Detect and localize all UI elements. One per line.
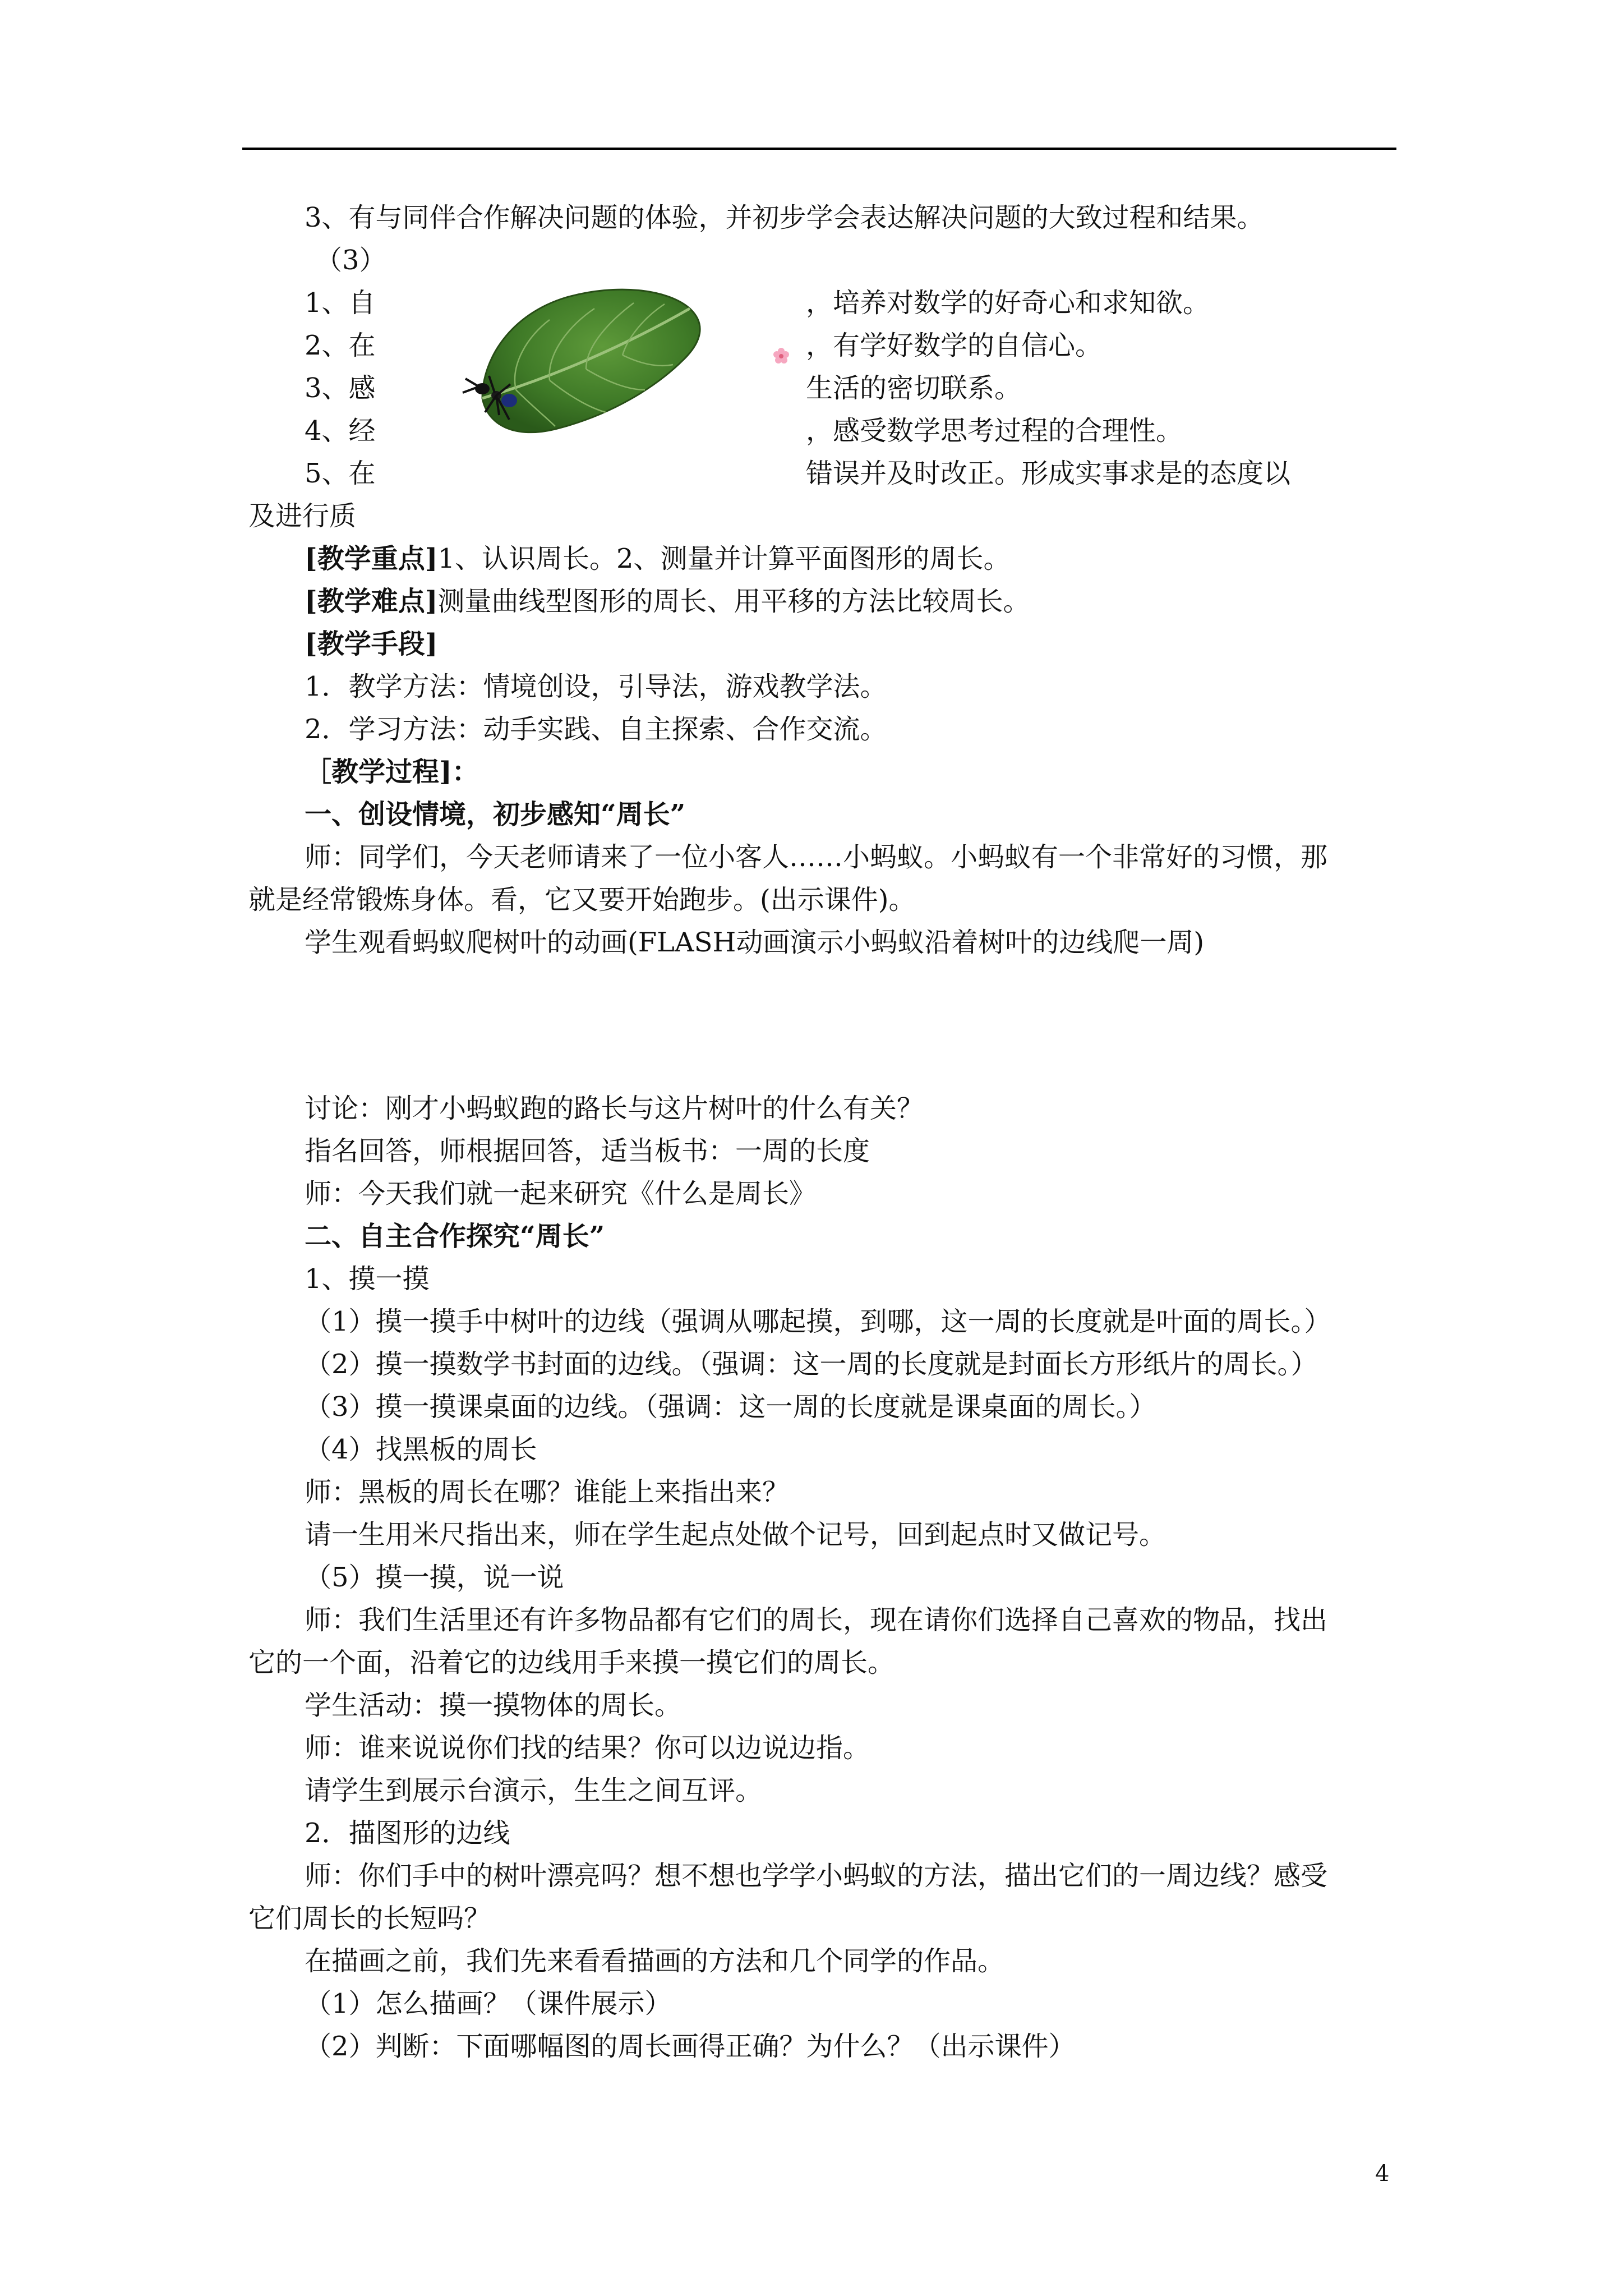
leaf-with-ant-image [443,275,780,460]
para-teacher-intro-wrap: 就是经常锻炼身体。看，它又要开始跑步。(出示课件)。 [248,884,916,915]
para-answer: 指名回答，师根据回答，适当板书：一周的长度 [305,1135,870,1167]
step-2-1: （1）怎么描画？（课件展示） [305,1988,672,2019]
para-blackboard-q: 师：黑板的周长在哪？谁能上来指出来？ [305,1476,790,1508]
step-1-heading: 1、摸一摸 [305,1263,430,1295]
flower-icon [772,346,791,365]
section-1-heading: 一、创设情境，初步感知“周长” [305,799,686,830]
para-who-says: 师：谁来说说你们找的结果？你可以边说边指。 [305,1732,870,1764]
para-student-activity: 学生活动：摸一摸物体的周长。 [305,1690,682,1721]
goal-4-start: 4、经 [305,415,376,447]
para-students-watch: 学生观看蚂蚁爬树叶的动画(FLASH动画演示小蚂蚁沿着树叶的边线爬一周) [305,927,1205,958]
goal-1-end: ，培养对数学的好奇心和求知欲。 [806,287,1210,319]
para-leaves: 师：你们手中的树叶漂亮吗？想不想也学学小蚂蚁的方法，描出它们的一周边线？感受 [305,1860,1328,1892]
process-heading: ［教学过程]： [305,756,479,788]
goal-5-wrap: 及进行质 [248,500,357,532]
goal-5-start: 5、在 [305,458,376,489]
means-heading: [教学手段] [305,628,438,660]
goal-2-end: ，有学好数学的自信心。 [806,330,1103,361]
step-2-2: （2）判断：下面哪幅图的周长画得正确？为什么？（出示课件） [305,2031,1076,2062]
section-2-heading: 二、自主合作探究“周长” [305,1221,605,1252]
goal-3-start: 3、感 [305,372,376,404]
para-discussion: 讨论：刚才小蚂蚁跑的路长与这片树叶的什么有关？ [305,1093,924,1124]
para-objects-wrap: 它的一个面，沿着它的边线用手来摸一摸它们的周长。 [248,1647,895,1678]
para-ruler: 请一生用米尺指出来，师在学生起点处做个记号，回到起点时又做记号。 [305,1519,1166,1550]
difficulties-text: 测量曲线型图形的周长、用平移的方法比较周长。 [437,586,1030,617]
objective-3: 3、有与同伴合作解决问题的体验，并初步学会表达解决问题的大致过程和结果。 [305,202,1264,233]
para-objects: 师：我们生活里还有许多物品都有它们的周长，现在请你们选择自己喜欢的物品，找出 [305,1604,1328,1636]
learning-method: 2．学习方法：动手实践、自主探索、合作交流。 [305,714,887,745]
goal-2-start: 2、在 [305,330,376,361]
goal-3-end: 生活的密切联系。 [806,372,1022,404]
section-3-fragment: （3） [315,245,386,276]
step-2-heading: 2．描图形的边线 [305,1818,510,1849]
step-1-4: （4）找黑板的周长 [305,1434,537,1465]
goal-4-end: ，感受数学思考过程的合理性。 [806,415,1183,447]
difficulties-label: [教学难点] [305,586,438,617]
leaf-icon [482,289,700,432]
page-number: 4 [1375,2161,1390,2187]
difficulties [305,585,1030,618]
key-points-text: 1、认识周长。2、测量并计算平面图形的周长。 [437,543,1011,574]
goal-1-start: 1、自 [305,287,376,319]
step-1-2: （2）摸一摸数学书封面的边线。（强调：这一周的长度就是封面长方形纸片的周长。） [305,1349,1318,1380]
para-today: 师：今天我们就一起来研究《什么是周长》 [305,1178,817,1209]
key-points [305,542,1011,576]
para-demo: 请学生到展示台演示，生生之间互评。 [305,1775,763,1806]
para-leaves-wrap: 它们周长的长短吗？ [248,1903,491,1934]
step-1-5: （5）摸一摸，说一说 [305,1562,564,1593]
para-before-drawing: 在描画之前，我们先来看看描画的方法和几个同学的作品。 [305,1945,1005,1977]
step-1-1: （1）摸一摸手中树叶的边线（强调从哪起摸，到哪，这一周的长度就是叶面的周长。） [305,1306,1331,1337]
teaching-method: 1．教学方法：情境创设，引导法，游戏教学法。 [305,671,887,702]
goal-5-end: 错误并及时改正。形成实事求是的态度以 [806,458,1291,489]
key-points-label: [教学重点] [305,543,438,574]
para-teacher-intro: 师：同学们，今天老师请来了一位小客人……小蚂蚁。小蚂蚁有一个非常好的习惯，那 [305,841,1328,873]
step-1-3: （3）摸一摸课桌面的边线。（强调：这一周的长度就是课桌面的周长。） [305,1391,1156,1423]
header-rule [242,148,1396,150]
